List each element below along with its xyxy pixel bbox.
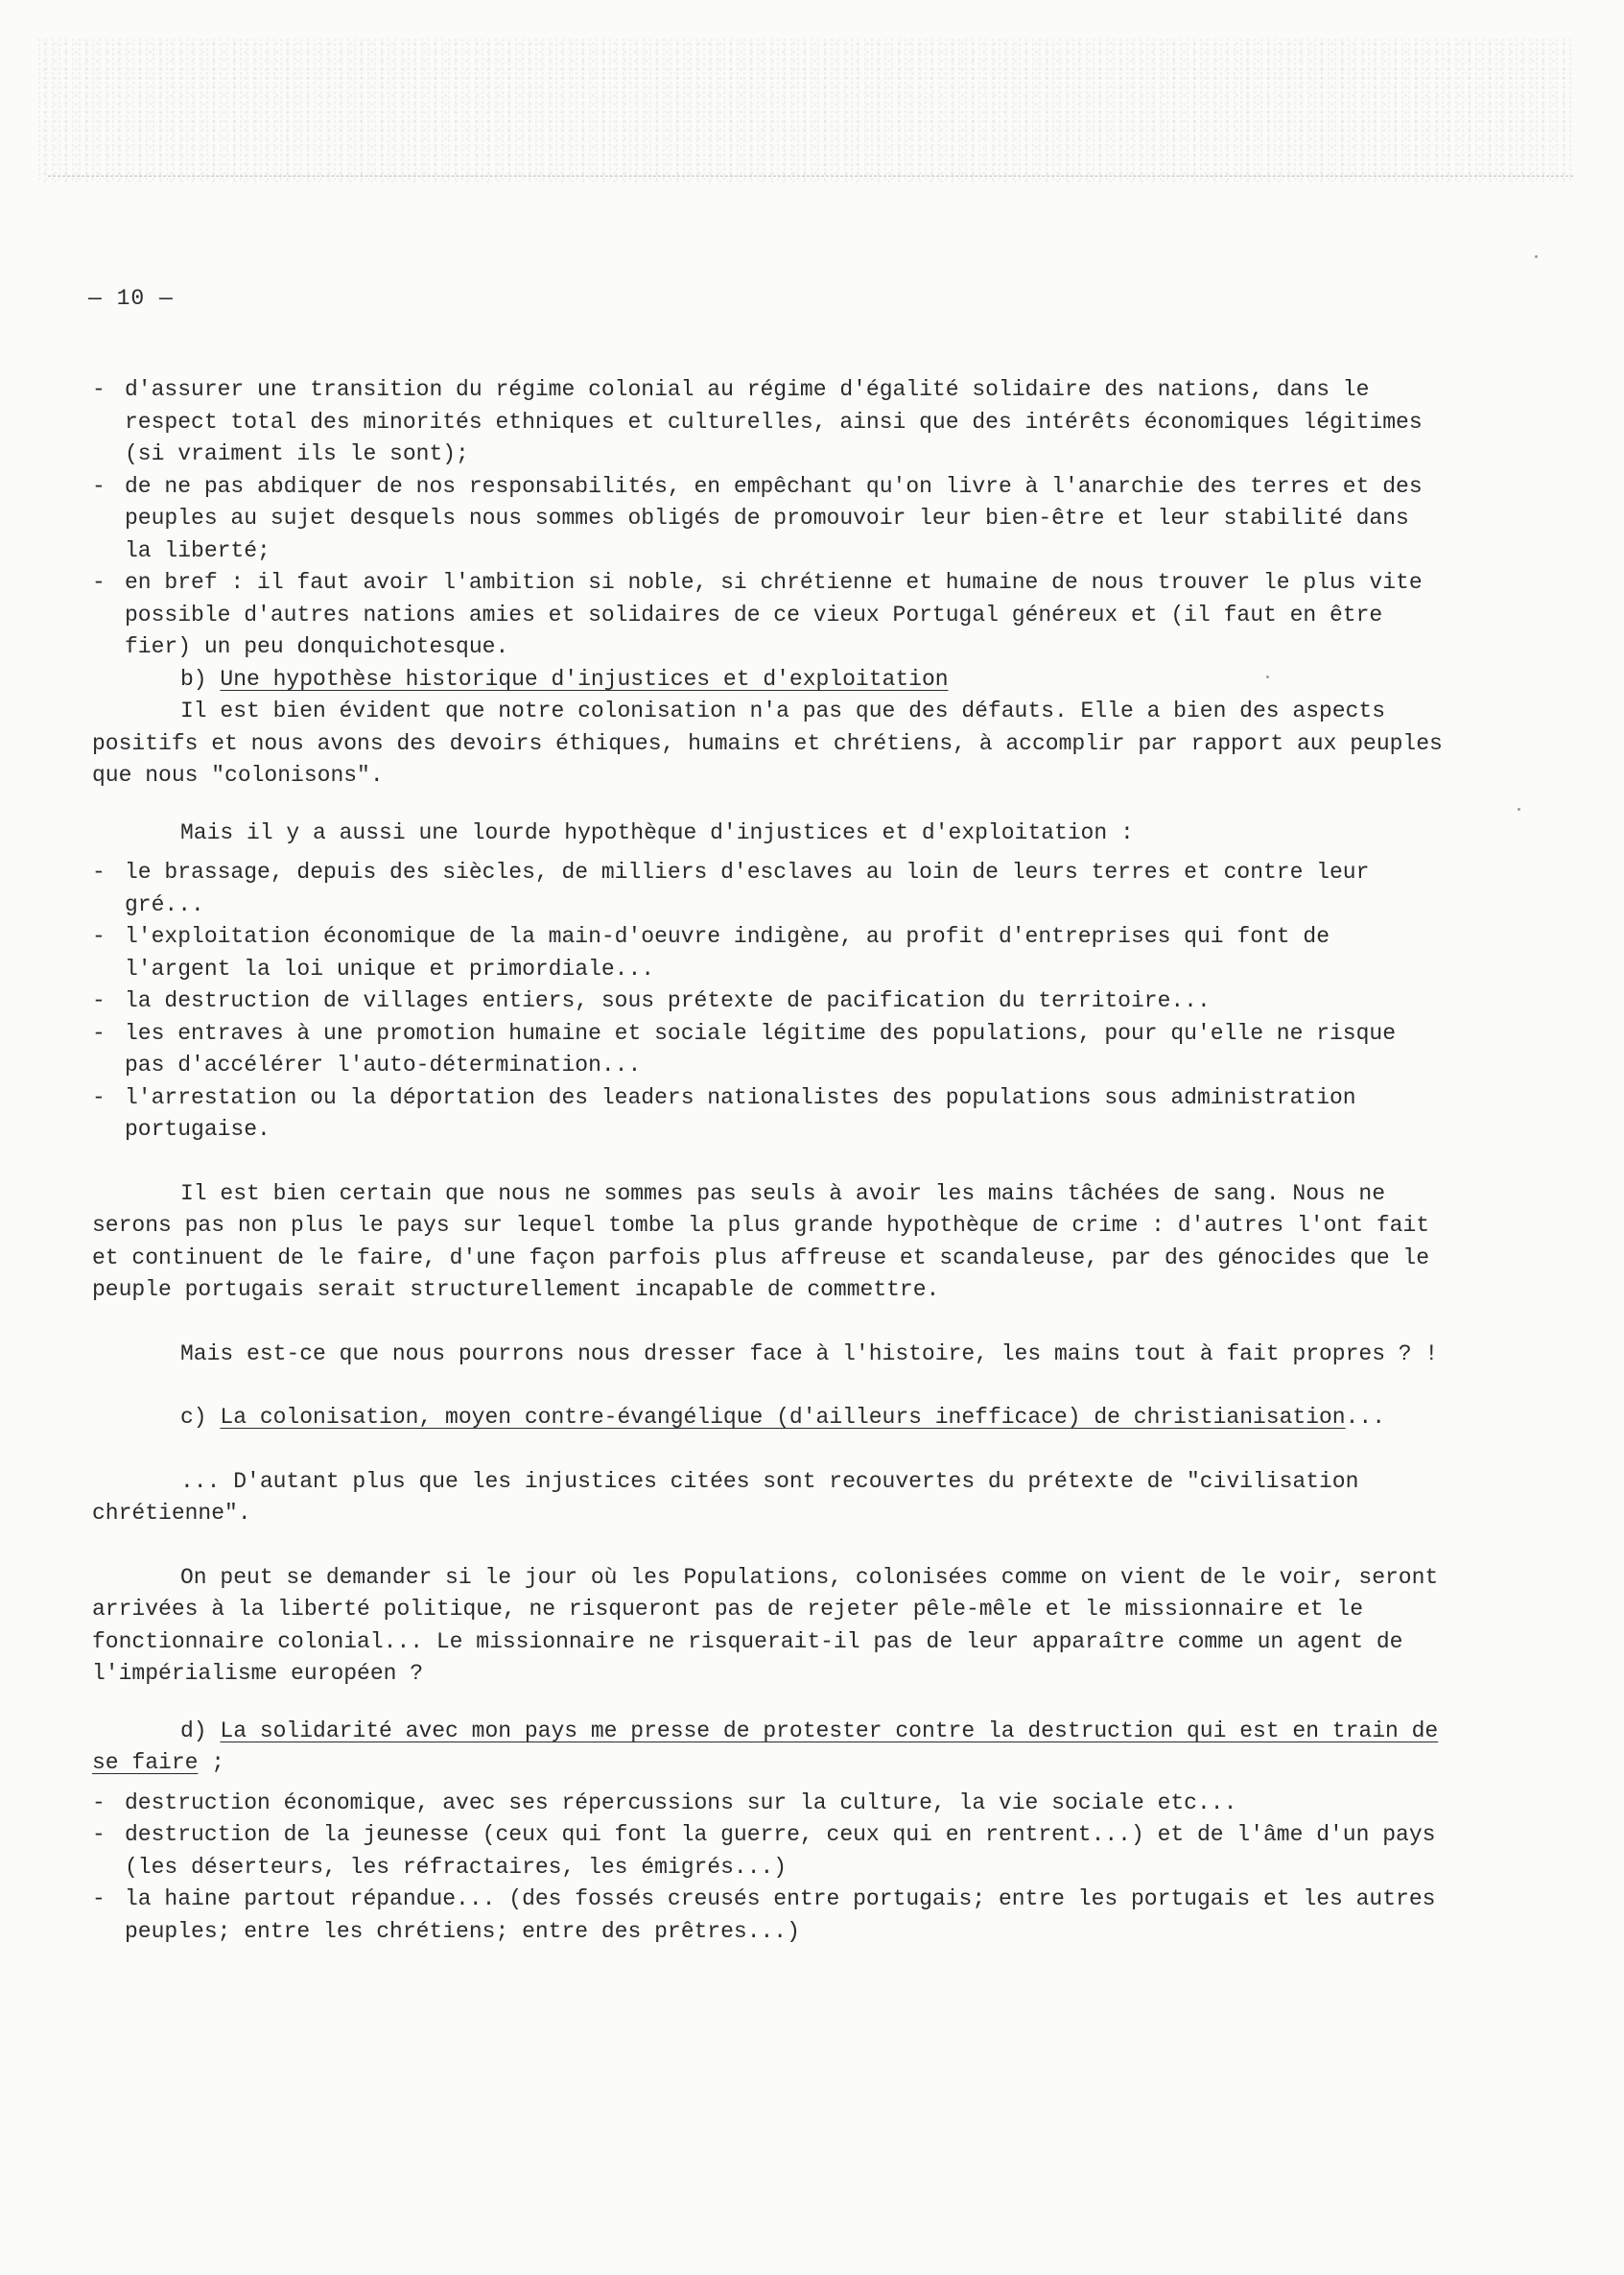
- section-marker: b): [180, 666, 207, 692]
- list-item-text: la destruction de villages entiers, sous prétexte de pacification du territoire...: [125, 988, 1211, 1013]
- list-item-text: destruction économique, avec ses répercussions sur la culture, la vie sociale etc...: [125, 1789, 1237, 1815]
- list-dash: -: [92, 988, 106, 1013]
- list-item: [92, 985, 1445, 1018]
- section-d-heading: [92, 1716, 1445, 1780]
- paragraph: Il est bien évident que notre colonisation n'a pas que des défauts. Elle a bien des aspects positifs et nous avons des devoirs éthiques, humains et chrétiens, à accomplir par rapport aux peuples que nous "colonisons".: [92, 699, 1443, 788]
- speck: [1518, 808, 1520, 811]
- list-item-text: destruction de la jeunesse (ceux qui font la guerre, ceux qui en rentrent...) et de l'âme d'un pays (les déserteurs, les réfractaires, les émigrés...): [125, 1822, 1436, 1880]
- list-dash: -: [92, 1886, 106, 1911]
- speck: [1266, 675, 1269, 678]
- list-dash: -: [92, 924, 106, 949]
- list-item: [92, 1819, 1445, 1884]
- paragraph: On peut se demander si le jour où les Populations, colonisées comme on vient de le voir, seront arrivées à la liberté politique, ne risqueront pas de rejeter pêle-mêle et le missionnaire et le fonctionnaire colonial... Le missionnaire ne risquerait-il pas de leur apparaître comme un agent de l'impérialisme européen ?: [92, 1564, 1439, 1686]
- page-number: — 10 —: [88, 286, 174, 311]
- paragraph: ... D'autant plus que les injustices citées sont recouvertes du prétexte de "civilisation chrétienne".: [92, 1468, 1359, 1526]
- list-dash: -: [92, 377, 106, 402]
- list-item: [92, 1018, 1445, 1082]
- list-item: [92, 1788, 1445, 1820]
- list-item: [92, 857, 1445, 921]
- section-marker: c): [180, 1405, 207, 1430]
- list-item-text: de ne pas abdiquer de nos responsabilités, en empêchant qu'on livre à l'anarchie des terres et des peuples au sujet desquels nous sommes obligés de promouvoir leur bien-être et leur stabilité dans la liberté;: [125, 473, 1423, 563]
- list-item-text: l'exploitation économique de la main-d'oeuvre indigène, au profit d'entreprises qui font de l'argent la loi unique et primordiale...: [125, 924, 1330, 982]
- list-item-text: en bref : il faut avoir l'ambition si noble, si chrétienne et humaine de nous trouver le plus vite possible d'autres nations amies et solidaires de ce vieux Portugal généreux et (il faut en être fier) un peu donquichotesque.: [125, 570, 1423, 659]
- list-item: [92, 567, 1445, 664]
- section-title-tail: ...: [1345, 1405, 1386, 1430]
- list-dash: -: [92, 1084, 106, 1110]
- header-rule: [48, 176, 1573, 177]
- list-dash: -: [92, 570, 106, 595]
- list-item-text: la haine partout répandue... (des fossés creusés entre portugais; entre les portugais et les autres peuples; entre les chrétiens; entre des prêtres...): [125, 1886, 1436, 1944]
- document-body: [92, 374, 1445, 1948]
- section-title: La solidarité avec mon pays me presse de protester contre la destruction qui est en train de se faire: [92, 1718, 1439, 1775]
- list-item: [92, 374, 1445, 471]
- speck: [1535, 255, 1538, 258]
- list-item-text: l'arrestation ou la déportation des leaders nationalistes des populations sous administration portugaise.: [125, 1084, 1356, 1142]
- list-item: [92, 921, 1445, 985]
- list-dash: -: [92, 1789, 106, 1815]
- list-dash: -: [92, 860, 106, 885]
- list-dash: -: [92, 1822, 106, 1847]
- list-item: [92, 471, 1445, 568]
- list-item-text: le brassage, depuis des siècles, de milliers d'esclaves au loin de leurs terres et contre leur gré...: [125, 860, 1370, 917]
- list-item: [92, 1884, 1445, 1948]
- list-item-text: d'assurer une transition du régime colonial au régime d'égalité solidaire des nations, dans le respect total des minorités ethniques et culturelles, ainsi que des intérêts économiques légitimes (si vraiment ils le sont);: [125, 377, 1423, 466]
- list-item-text: les entraves à une promotion humaine et sociale légitime des populations, pour qu'elle ne risque pas d'accélérer l'auto-détermination...: [125, 1020, 1397, 1078]
- section-title-tail: ;: [198, 1750, 225, 1775]
- section-b-heading: [92, 664, 1445, 697]
- paragraph: Il est bien certain que nous ne sommes pas seuls à avoir les mains tâchées de sang. Nous ne serons pas non plus le pays sur lequel tombe la plus grande hypothèque de crime : d'autres l'ont fait et continuent de le faire, d'une façon parfois plus affreuse et scandaleuse, par des génocides que le peuple portugais serait structurellement incapable de commettre.: [92, 1180, 1430, 1302]
- paragraph: Mais il y a aussi une lourde hypothèque d'injustices et d'exploitation :: [180, 819, 1134, 845]
- paragraph: Mais est-ce que nous pourrons nous dresser face à l'histoire, les mains tout à fait propres ? !: [180, 1340, 1439, 1366]
- section-marker: d): [180, 1718, 207, 1743]
- list-dash: -: [92, 473, 106, 499]
- section-c-heading: [92, 1402, 1445, 1434]
- photocopy-noise: [38, 38, 1573, 182]
- list-dash: -: [92, 1020, 106, 1046]
- list-item: [92, 1082, 1445, 1147]
- section-title: La colonisation, moyen contre-évangélique (d'ailleurs inefficace) de christianisation: [220, 1405, 1346, 1430]
- section-title: Une hypothèse historique d'injustices et d'exploitation: [220, 666, 949, 692]
